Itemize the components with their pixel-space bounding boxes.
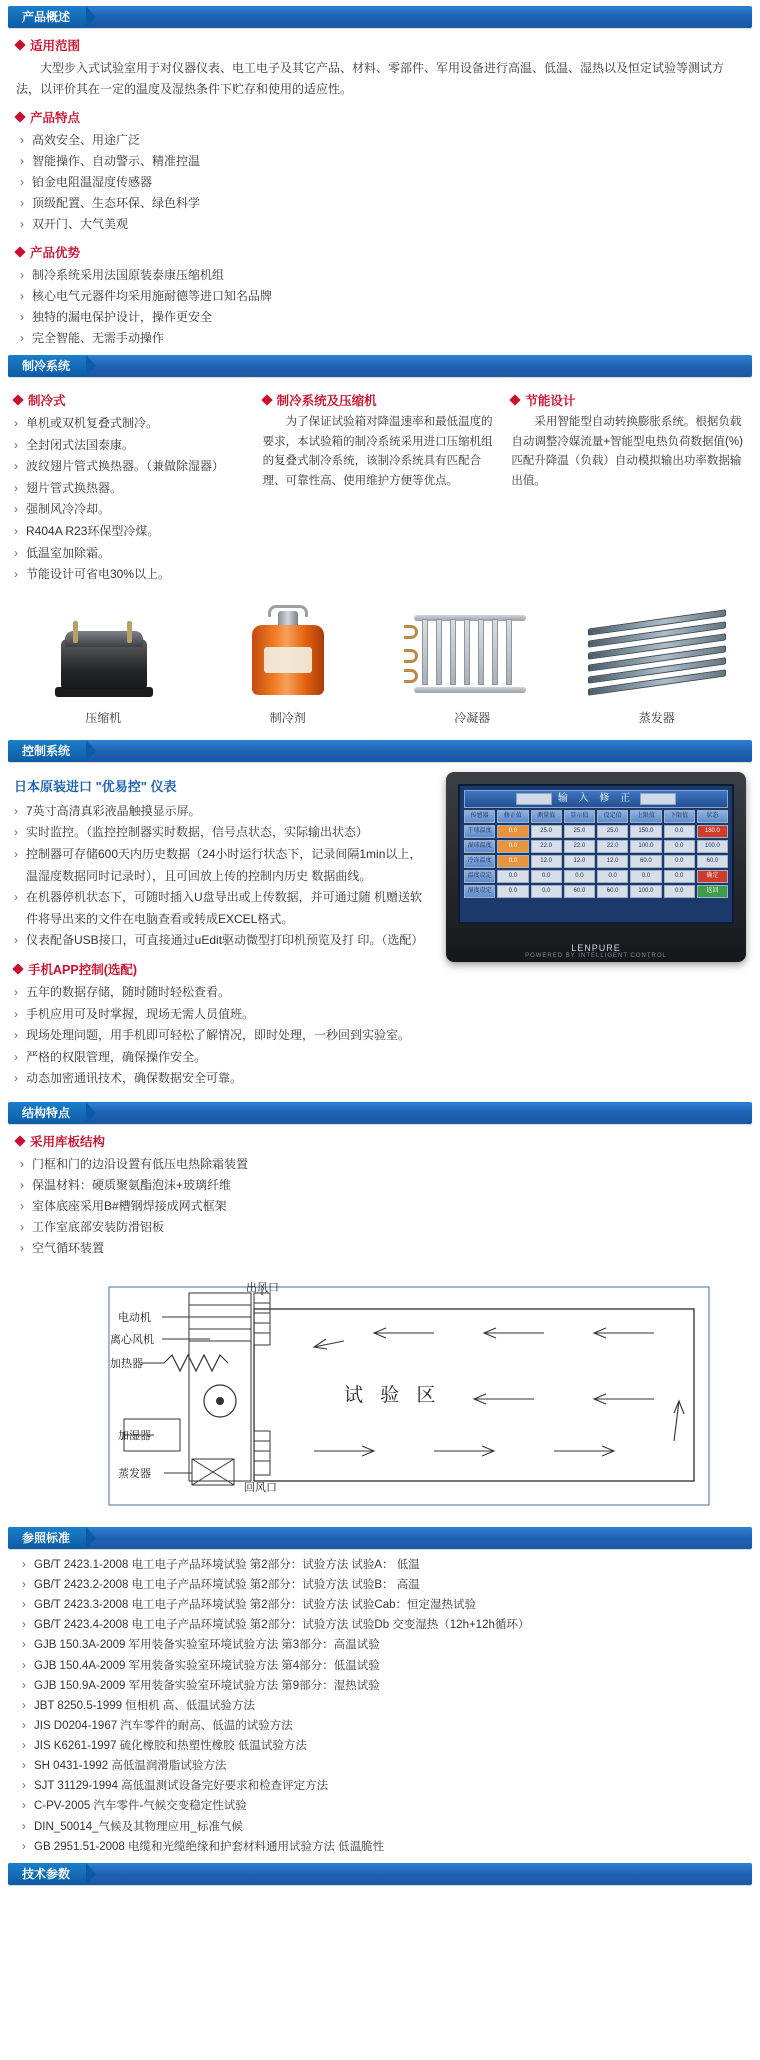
row-cell: 0.0 bbox=[564, 870, 595, 883]
list-item: › 顶级配置、生态环保、绿色科学 bbox=[20, 193, 744, 214]
evaporator-plate-icon bbox=[582, 600, 732, 713]
app-list bbox=[14, 982, 432, 1090]
label-inlet: 回风口 bbox=[244, 1481, 277, 1494]
list-item: › 低温室加除霜。 bbox=[14, 543, 249, 565]
scope-title: 适用范围 bbox=[30, 39, 81, 53]
list-item: › 动态加密通讯技术，确保数据安全可靠。 bbox=[14, 1068, 432, 1090]
control-panel-image bbox=[446, 772, 746, 1092]
label-heater: 加热器 bbox=[110, 1357, 143, 1370]
col3-title-row bbox=[511, 391, 746, 409]
col3-text: 采用智能型自动转换膨胀系统。根据负载自动调整冷媒流量+智能型电热负荷数据值(%)匹配升降温（负载）自动模拟输出功率数据输出值。 bbox=[511, 416, 743, 487]
row-cell: 0.0 bbox=[597, 870, 628, 883]
row-cell: 0.0 bbox=[664, 840, 695, 853]
list-item: › GJB 150.4A-2009 军用装备实验室环境试验方法 第4部分：低温试验 bbox=[22, 1656, 744, 1676]
product-cell-refrigerant bbox=[199, 598, 378, 726]
section-bar-structure bbox=[8, 1102, 752, 1124]
features-title: 产品特点 bbox=[30, 111, 81, 125]
refrigerant-image bbox=[199, 598, 378, 703]
list-item: › C-PV-2005 汽车零件-气候交变稳定性试验 bbox=[22, 1796, 744, 1816]
row-cell: 60.0 bbox=[597, 885, 628, 898]
label-motor: 电动机 bbox=[118, 1311, 151, 1324]
list-item: › 7英寸高清真彩液晶触摸显示屏。 bbox=[14, 801, 432, 823]
overview-content bbox=[0, 36, 760, 349]
table-row[interactable] bbox=[464, 870, 728, 883]
control-section bbox=[0, 768, 760, 1092]
hmi-right-button[interactable] bbox=[640, 793, 676, 805]
section-bar-control bbox=[8, 740, 752, 762]
section-bar-tech-label: 技术参数 bbox=[8, 1863, 86, 1885]
list-item: › 强制风冷冷却。 bbox=[14, 499, 249, 521]
row-cell: 22.0 bbox=[597, 840, 628, 853]
list-item: › 保温材料：硬质聚氨酯泡沫+玻璃纤维 bbox=[20, 1175, 744, 1196]
hmi-screen-title: 输 入 修 正 bbox=[557, 792, 635, 804]
list-item: › 铂金电阻温湿度传感器 bbox=[20, 172, 744, 193]
product-caption: 蒸发器 bbox=[638, 710, 675, 725]
section-bar-standards-label: 参照标准 bbox=[8, 1527, 86, 1549]
row-cell: 0.0 bbox=[531, 885, 562, 898]
table-header-row bbox=[464, 810, 728, 823]
hmi-left-button[interactable] bbox=[516, 793, 552, 805]
diamond-bullet-icon bbox=[14, 1135, 25, 1146]
product-caption: 制冷剂 bbox=[269, 710, 306, 725]
evaporator-image bbox=[568, 598, 747, 703]
section-bar-overview-label: 产品概述 bbox=[8, 6, 86, 28]
airflow-diagram bbox=[14, 1281, 746, 1511]
list-item: › GB/T 2423.1-2008 电工电子产品环境试验 第2部分：试验方法 试验A： 低温 bbox=[22, 1555, 744, 1575]
row-cell: 22.0 bbox=[564, 840, 595, 853]
airflow-diagram-svg bbox=[14, 1281, 746, 1511]
row-cell: 22.0 bbox=[531, 840, 562, 853]
list-item: › 室体底座采用B#槽钢焊接成网式框架 bbox=[20, 1196, 744, 1217]
table-row[interactable] bbox=[464, 840, 728, 853]
list-item: › 制冷系统采用法国原装泰康压缩机组 bbox=[20, 265, 744, 286]
table-row[interactable] bbox=[464, 825, 728, 838]
list-item: › R404A R23环保型冷煤。 bbox=[14, 521, 249, 543]
list-item: › 现场处理问题，用手机即可轻松了解情况，即时处理，一秒回到实验室。 bbox=[14, 1025, 432, 1047]
list-item: › 核心电气元器件均采用施耐德等进口知名品牌 bbox=[20, 286, 744, 307]
product-caption: 冷凝器 bbox=[454, 710, 491, 725]
label-test-zone: 试 验 区 bbox=[344, 1384, 442, 1406]
row-cell: 100.0 bbox=[630, 885, 661, 898]
diamond-bullet-icon bbox=[12, 963, 23, 974]
hmi-data-grid bbox=[464, 810, 728, 918]
hmi-brand-name: LENPURE bbox=[571, 942, 621, 953]
list-item: › 空气循环装置 bbox=[20, 1238, 744, 1259]
label-fan: 离心风机 bbox=[110, 1333, 154, 1346]
row-cell[interactable]: 0.0 bbox=[497, 855, 528, 868]
list-item: › 波纹翅片管式换热器。（兼做除湿器） bbox=[14, 456, 249, 478]
row-cell: 0.0 bbox=[664, 885, 695, 898]
list-item: › 全封闭式法国泰康。 bbox=[14, 435, 249, 457]
column-header: 修正值 bbox=[497, 810, 528, 823]
section-bar-control-label: 控制系统 bbox=[8, 740, 86, 762]
product-caption: 压缩机 bbox=[85, 710, 122, 725]
list-item: › 仪表配备USB接口，可直接通过uEdit驱动微型打印机预览及打 印。（选配） bbox=[14, 930, 432, 952]
row-label: 湿球温度 bbox=[464, 840, 495, 853]
row-cell: 25.0 bbox=[597, 825, 628, 838]
structure-title: 采用库板结构 bbox=[30, 1134, 106, 1149]
col2-title: 制冷系统及压缩机 bbox=[276, 394, 377, 408]
column-header: 上限值 bbox=[630, 810, 661, 823]
list-item: › 门框和门的边沿设置有低压电热除霜装置 bbox=[20, 1154, 744, 1175]
row-cell: 100.0 bbox=[697, 840, 728, 853]
list-item: › 节能设计可省电30%以上。 bbox=[14, 564, 249, 586]
row-cell: 60.0 bbox=[630, 855, 661, 868]
refrigeration-column-2 bbox=[263, 383, 498, 588]
standards-list bbox=[16, 1555, 744, 1857]
refrigerant-cylinder-icon bbox=[244, 603, 332, 703]
row-cell: 12.0 bbox=[597, 855, 628, 868]
list-item: › 工作室底部安装防滑铝板 bbox=[20, 1217, 744, 1238]
col2-text: 为了保证试验箱对降温速率和最低温度的要求，本试验箱的制冷系统采用进口压缩机组的复叠式制冷系统，该制冷系统具有匹配合理、可靠性高、使用维护方便等优点。 bbox=[262, 416, 493, 487]
hmi-brand-sub: POWERED BY INTELLIGENT CONTROL bbox=[525, 952, 667, 959]
row-cell: 0.0 bbox=[630, 870, 661, 883]
row-cell: 0.0 bbox=[664, 855, 695, 868]
list-item: › SJT 31129-1994 高低温测试设备完好要求和检查评定方法 bbox=[22, 1776, 744, 1796]
app-title-row bbox=[14, 960, 432, 978]
diamond-bullet-icon bbox=[14, 111, 25, 122]
list-item: › SH 0431-1992 高低温润滑脂试验方法 bbox=[22, 1756, 744, 1776]
row-cell: 60.0 bbox=[564, 885, 595, 898]
condenser-image bbox=[383, 598, 562, 703]
list-item: › 完全智能、无需手动操作 bbox=[20, 328, 744, 349]
row-cell: 0.0 bbox=[664, 825, 695, 838]
col1-title: 制冷式 bbox=[28, 394, 66, 408]
row-cell: 150.0 bbox=[630, 825, 661, 838]
control-text-column bbox=[14, 772, 432, 1092]
list-item: › GB 2951.51-2008 电缆和光缆绝缘和护套材料通用试验方法 低温脆性 bbox=[22, 1837, 744, 1857]
list-item: › JIS K6261-1997 硫化橡胶和热塑性橡胶 低温试验方法 bbox=[22, 1736, 744, 1756]
product-cell-evaporator bbox=[568, 598, 747, 726]
row-cell: 0.0 bbox=[497, 885, 528, 898]
list-item: › 独特的漏电保护设计，操作更安全 bbox=[20, 307, 744, 328]
row-label: 冷冻温度 bbox=[464, 855, 495, 868]
list-item: › 严格的权限管理，确保操作安全。 bbox=[14, 1047, 432, 1069]
list-item: › GB/T 2423.2-2008 电工电子产品环境试验 第2部分：试验方法 试验B： 高温 bbox=[22, 1575, 744, 1595]
list-item: › JIS D0204-1967 汽车零件的耐高、低温的试验方法 bbox=[22, 1716, 744, 1736]
label-evaporator: 蒸发器 bbox=[118, 1467, 151, 1480]
diamond-bullet-icon bbox=[510, 394, 521, 405]
column-header: 测量值 bbox=[531, 810, 562, 823]
column-header: 传感器 bbox=[464, 810, 495, 823]
row-label: 湿度设定 bbox=[464, 885, 495, 898]
features-title-row bbox=[16, 108, 744, 126]
section-bar-overview bbox=[8, 6, 752, 28]
diamond-bullet-icon bbox=[14, 39, 25, 50]
list-item: › 高效安全、用途广泛 bbox=[20, 130, 744, 151]
row-cell: 0.0 bbox=[664, 870, 695, 883]
list-item: › GB/T 2423.4-2008 电工电子产品环境试验 第2部分：试验方法 试验Db 交变湿热（12h+12h循环） bbox=[22, 1615, 744, 1635]
compressor-image bbox=[14, 598, 193, 703]
list-item: › 在机器停机状态下，可随时插入U盘导出或上传数据，并可通过随 机赠送软件将导出来的文件在电脑查看或转成EXCEL格式。 bbox=[14, 887, 432, 930]
back-button[interactable]: 返回 bbox=[697, 885, 728, 898]
product-cell-condenser bbox=[383, 598, 562, 726]
structure-content bbox=[0, 1132, 760, 1259]
list-item: › DIN_50014_气候及其物理应用_标准气候 bbox=[22, 1817, 744, 1837]
column-header: 状态 bbox=[697, 810, 728, 823]
structure-title-row bbox=[16, 1132, 744, 1150]
row-cell: 0.0 bbox=[497, 870, 528, 883]
refrigeration-column-3 bbox=[511, 383, 746, 588]
features-list bbox=[16, 130, 744, 235]
row-cell: 180.0 bbox=[697, 825, 728, 838]
hmi-brand bbox=[446, 943, 746, 959]
diamond-bullet-icon bbox=[12, 394, 23, 405]
column-header: 下限值 bbox=[664, 810, 695, 823]
standards-content bbox=[0, 1555, 760, 1857]
section-bar-standards bbox=[8, 1527, 752, 1549]
list-item: › 双开门、大气美观 bbox=[20, 214, 744, 235]
product-spec-page bbox=[0, 6, 760, 1897]
list-item: › 单机或双机复叠式制冷。 bbox=[14, 413, 249, 435]
instrument-title: 日本原装进口 "优易控" 仪表 bbox=[14, 778, 177, 794]
row-cell: 25.0 bbox=[531, 825, 562, 838]
table-row[interactable] bbox=[464, 855, 728, 868]
row-cell: 12.0 bbox=[531, 855, 562, 868]
column-header: 设定值 bbox=[597, 810, 628, 823]
product-cell-compressor bbox=[14, 598, 193, 726]
row-cell: 25.0 bbox=[564, 825, 595, 838]
scope-title-row bbox=[16, 36, 744, 54]
list-item: › 五年的数据存储，随时随时轻松查看。 bbox=[14, 982, 432, 1004]
refrigeration-column-1 bbox=[14, 383, 249, 588]
row-cell[interactable]: 0.0 bbox=[497, 825, 528, 838]
hmi-touch-panel[interactable] bbox=[446, 772, 746, 962]
compressor-icon bbox=[51, 617, 156, 703]
diamond-bullet-icon bbox=[261, 394, 272, 405]
refrigeration-columns bbox=[0, 383, 760, 588]
list-item: › GB/T 2423.3-2008 电工电子产品环境试验 第2部分：试验方法 试验Cab：恒定湿热试验 bbox=[22, 1595, 744, 1615]
scope-text: 大型步入式试验室用于对仪器仪表、电工电子及其它产品、材料、零部件、军用设备进行高温、低温、湿热以及恒定试验等测试方法，以评价其在一定的温度及湿热条件下贮存和使用的适应性。 bbox=[16, 61, 725, 96]
condenser-coil-icon bbox=[412, 611, 532, 703]
col1-list bbox=[14, 413, 249, 586]
advantages-title: 产品优势 bbox=[30, 246, 81, 260]
app-title: 手机APP控制(选配) bbox=[28, 962, 138, 977]
row-label: 干球温度 bbox=[464, 825, 495, 838]
product-image-row bbox=[0, 588, 760, 726]
list-item: › GJB 150.9A-2009 军用装备实验室环境试验方法 第9部分：湿热试验 bbox=[22, 1676, 744, 1696]
col2-title-row bbox=[263, 391, 498, 409]
col3-title: 节能设计 bbox=[525, 394, 576, 408]
section-bar-structure-label: 结构特点 bbox=[8, 1102, 86, 1124]
list-item: › 手机应用可及时掌握，现场无需人员值班。 bbox=[14, 1004, 432, 1026]
row-cell[interactable]: 0.0 bbox=[497, 840, 528, 853]
list-item: › GJB 150.3A-2009 军用装备实验室环境试验方法 第3部分：高温试验 bbox=[22, 1635, 744, 1655]
row-cell: 0.0 bbox=[531, 870, 562, 883]
diamond-bullet-icon bbox=[14, 246, 25, 257]
label-humidifier: 加湿器 bbox=[118, 1429, 151, 1442]
col1-title-row bbox=[14, 391, 249, 409]
instrument-list bbox=[14, 801, 432, 952]
advantages-title-row bbox=[16, 243, 744, 261]
section-bar-tech bbox=[8, 1863, 752, 1885]
row-cell: 12.0 bbox=[564, 855, 595, 868]
hmi-screen-title-row bbox=[464, 790, 728, 808]
airflow-diagram-wrap bbox=[0, 1263, 760, 1521]
row-cell: 60.0 bbox=[697, 855, 728, 868]
list-item: › 翅片管式换热器。 bbox=[14, 478, 249, 500]
table-row[interactable] bbox=[464, 885, 728, 898]
row-cell: 100.0 bbox=[630, 840, 661, 853]
advantages-list bbox=[16, 265, 744, 349]
row-label: 温度设定 bbox=[464, 870, 495, 883]
label-outlet: 出风口 bbox=[246, 1281, 279, 1294]
section-bar-refrigeration-label: 制冷系统 bbox=[8, 355, 86, 377]
list-item: › JBT 8250.5-1999 恒相机 高、低温试验方法 bbox=[22, 1696, 744, 1716]
list-item: › 智能操作、自动警示、精准控温 bbox=[20, 151, 744, 172]
list-item: › 实时监控。（监控控制器实时数据，信号点状态，实际输出状态） bbox=[14, 822, 432, 844]
structure-list bbox=[16, 1154, 744, 1259]
confirm-button[interactable]: 确定 bbox=[697, 870, 728, 883]
list-item: › 控制器可存储600天内历史数据（24小时运行状态下，记录间隔1min以上，温湿度数据同时记录时），且可回放上传的控制内历史 数据曲线。 bbox=[14, 844, 432, 887]
column-header: 显示值 bbox=[564, 810, 595, 823]
hmi-screen[interactable] bbox=[458, 784, 734, 924]
section-bar-refrigeration bbox=[8, 355, 752, 377]
